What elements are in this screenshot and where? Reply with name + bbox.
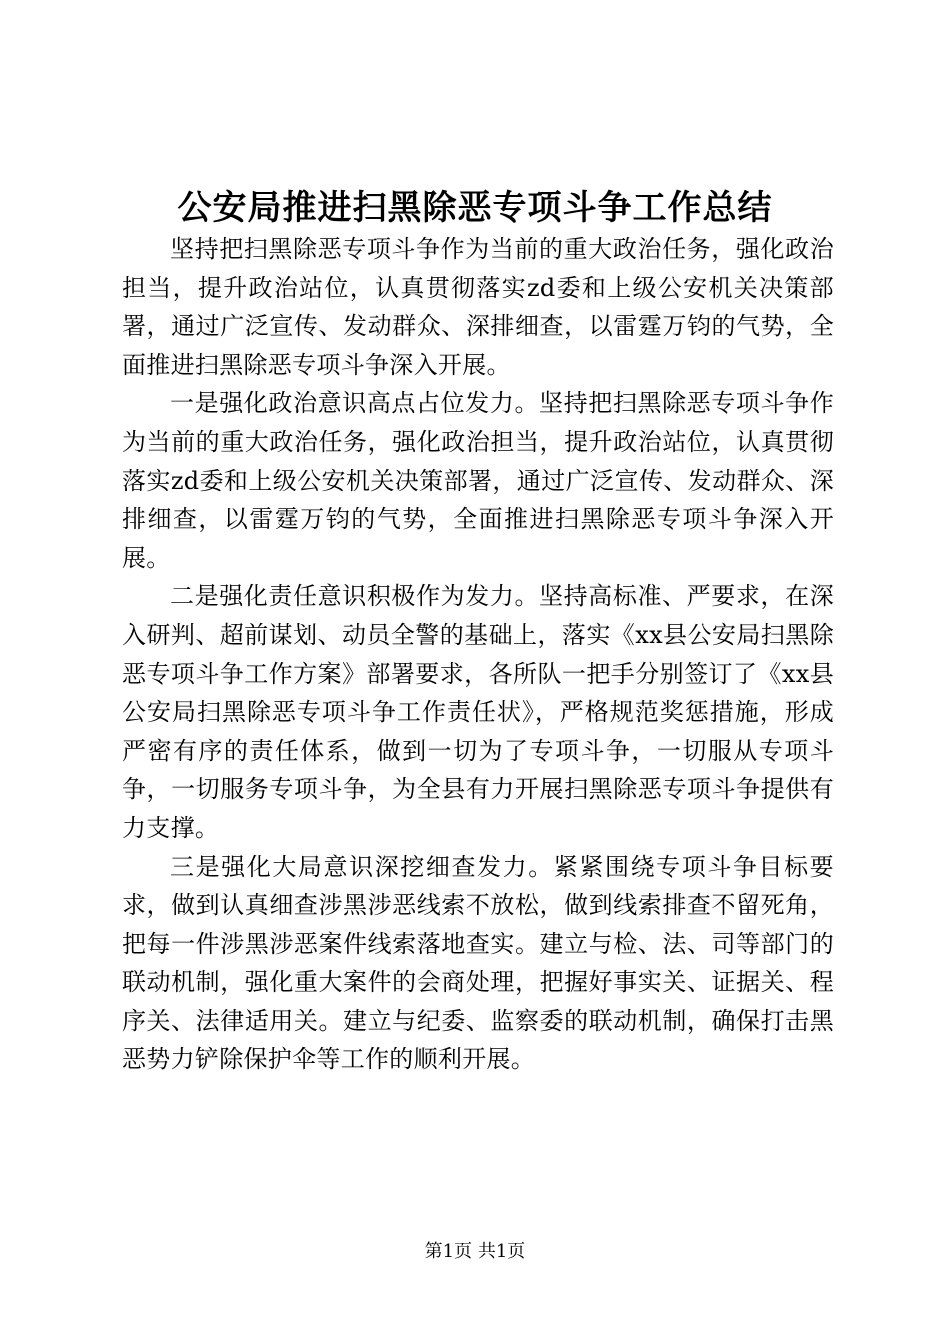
document-body: [122, 230, 834, 1079]
paragraph-intro: 坚持把扫黑除恶专项斗争作为当前的重大政治任务，强化政治担当，提升政治站位，认真贯彻落实zd委和上级公安机关决策部署，通过广泛宣传、发动群众、深排细查，以雷霆万钧的气势，全面推进扫黑除恶专项斗争深入开展。: [122, 235, 834, 379]
page-number-footer: 第1页 共1页: [424, 1241, 526, 1262]
document-title: 公安局推进扫黑除恶专项斗争工作总结: [177, 188, 773, 228]
paragraph-point-three: 三是强化大局意识深挖细查发力。紧紧围绕专项斗争目标要求，做到认真细查涉黑涉恶线索不放松，做到线索排查不留死角，把每一件涉黑涉恶案件线索落地查实。建立与检、法、司等部门的联动机制，强化重大案件的会商处理，把握好事实关、证据关、程序关、法律适用关。建立与纪委、监察委的联动机制，确保打击黑恶势力铲除保护伞等工作的顺利开展。: [122, 852, 834, 1074]
paragraph-point-one: 一是强化政治意识高点占位发力。坚持把扫黑除恶专项斗争作为当前的重大政治任务，强化政治担当，提升政治站位，认真贯彻落实zd委和上级公安机关决策部署，通过广泛宣传、发动群众、深排细查，以雷霆万钧的气势，全面推进扫黑除恶专项斗争深入开展。: [122, 389, 834, 572]
paragraph-point-two: 二是强化责任意识积极作为发力。坚持高标准、严要求，在深入研判、超前谋划、动员全警的基础上，落实《xx县公安局扫黑除恶专项斗争工作方案》部署要求，各所队一把手分别签订了《xx县公安局扫黑除恶专项斗争工作责任状》，严格规范奖惩措施，形成严密有序的责任体系，做到一切为了专项斗争，一切服从专项斗争，一切服务专项斗争，为全县有力开展扫黑除恶专项斗争提供有力支撑。: [122, 582, 834, 842]
